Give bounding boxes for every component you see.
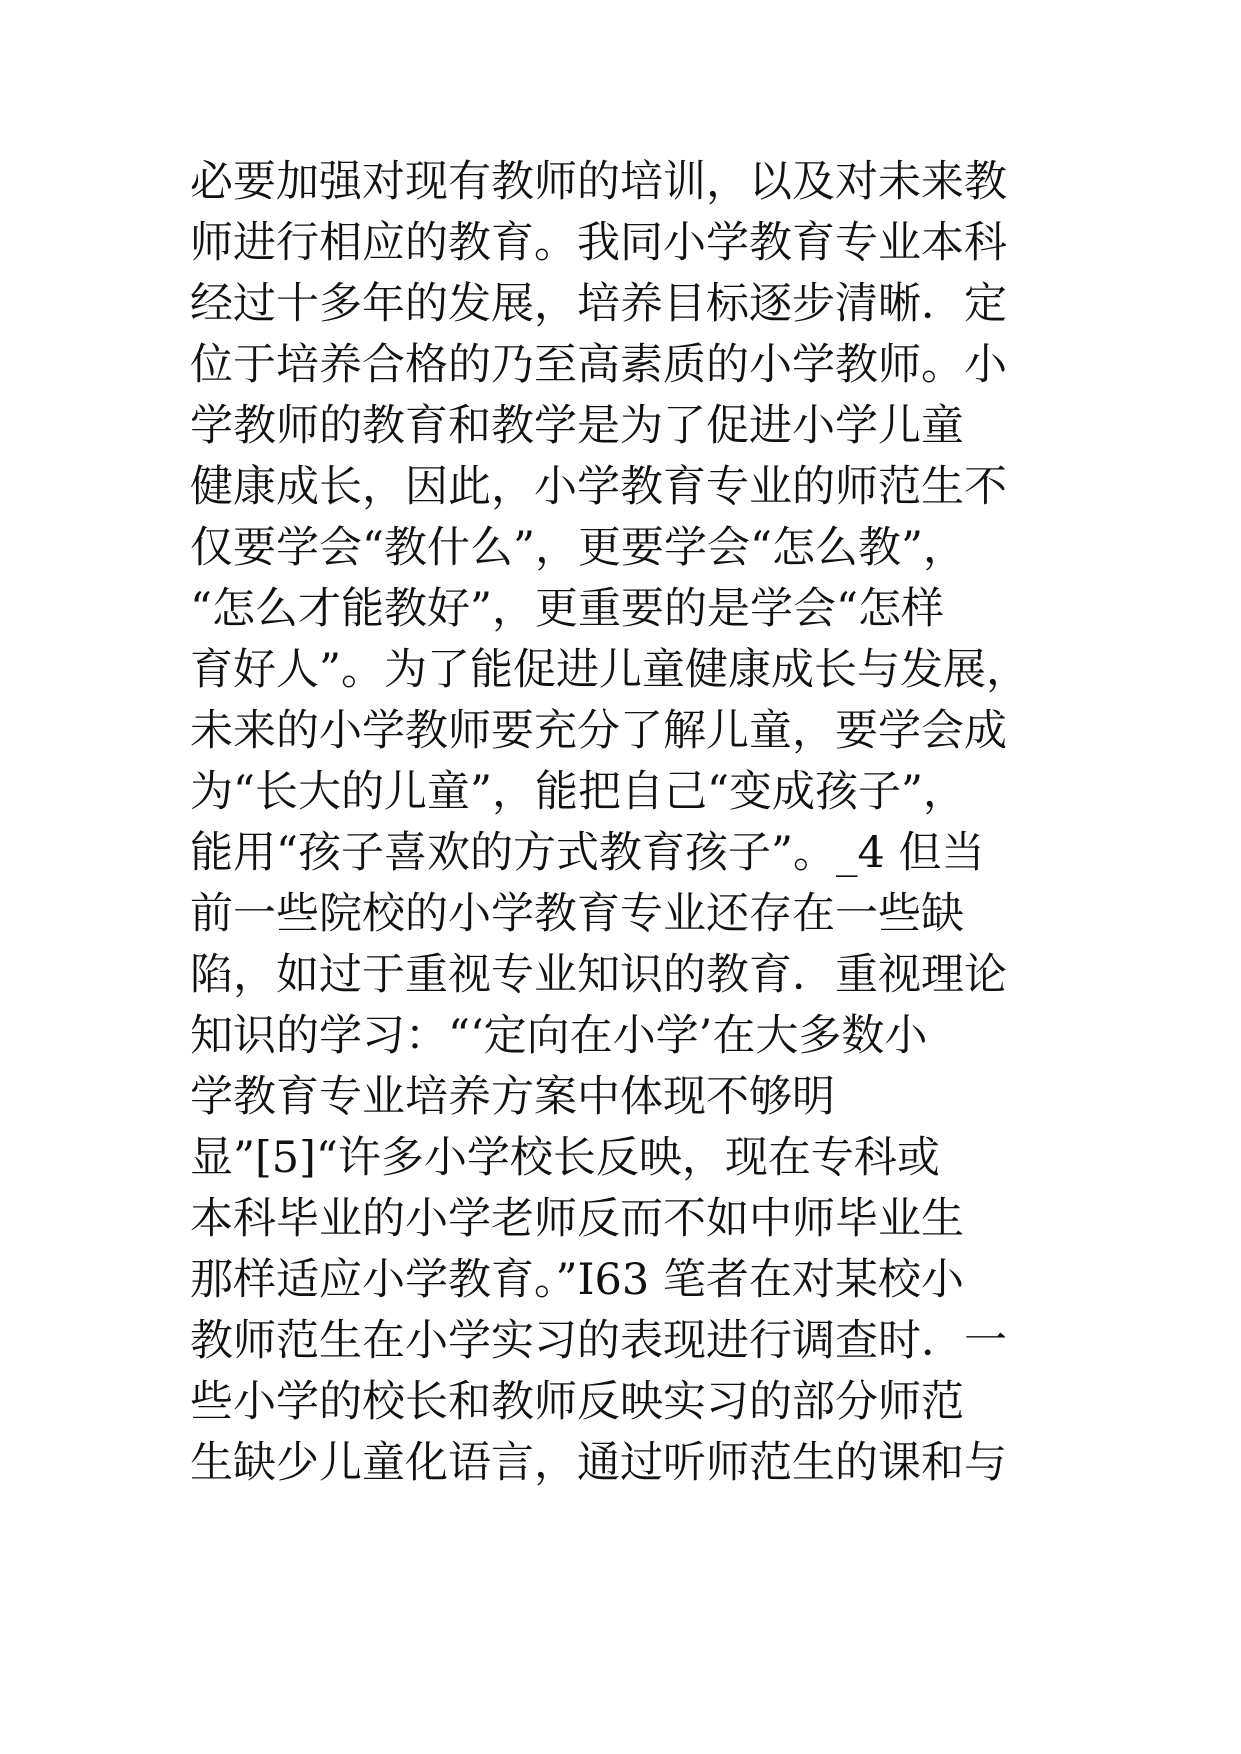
text-line: 师进行相应的教育。我同小学教育专业本科 (190, 218, 1007, 268)
text-line: 那样适应小学教育。”I63 笔者在对某校小 (190, 1255, 964, 1305)
text-line: 经过十多年的发展，培养目标逐步清晰．定 (190, 279, 1007, 329)
text-line: 显”[5]“许多小学校长反映，现在专科或 (190, 1133, 940, 1183)
text-line: 健康成长，因此，小学教育专业的师范生不 (190, 462, 1007, 512)
text-line: 能用“孩子喜欢的方式教育孩子”。_4 但当 (190, 828, 985, 878)
text-line: 陷，如过于重视专业知识的教育．重视理论 (190, 950, 1007, 1000)
text-line: 知识的学习：“‘定向在小学’在大多数小 (190, 1011, 928, 1061)
text-line: 生缺少儿童化语言，通过听师范生的课和与 (190, 1438, 1007, 1488)
text-line: 教师范生在小学实习的表现进行调查时．一 (190, 1316, 1007, 1366)
text-line: 必要加强对现有教师的培训，以及对未来教 (190, 157, 1007, 207)
text-line: 前一些院校的小学教育专业还存在一些缺 (190, 889, 964, 939)
text-line: 仅要学会“教什么”，更要学会“怎么教”， (190, 523, 966, 573)
text-line: 学教师的教育和教学是为了促进小学儿童 (190, 401, 964, 451)
text-line: 育好人”。为了能促进儿童健康成长与发展， (190, 645, 1029, 695)
text-line: “怎么才能教好”，更重要的是学会“怎样 (190, 584, 944, 634)
text-line: 未来的小学教师要充分了解儿童，要学会成 (190, 706, 1007, 756)
body-text (190, 152, 1090, 1494)
text-line: 些小学的校长和教师反映实习的部分师范 (190, 1377, 964, 1427)
text-line: 本科毕业的小学老师反而不如中师毕业生 (190, 1194, 964, 1244)
text-line: 学教育专业培养方案中体现不够明 (190, 1072, 835, 1122)
text-line: 为“长大的儿童”，能把自己“变成孩子”， (190, 767, 966, 817)
text-line: 位于培养合格的乃至高素质的小学教师。小 (190, 340, 1007, 390)
